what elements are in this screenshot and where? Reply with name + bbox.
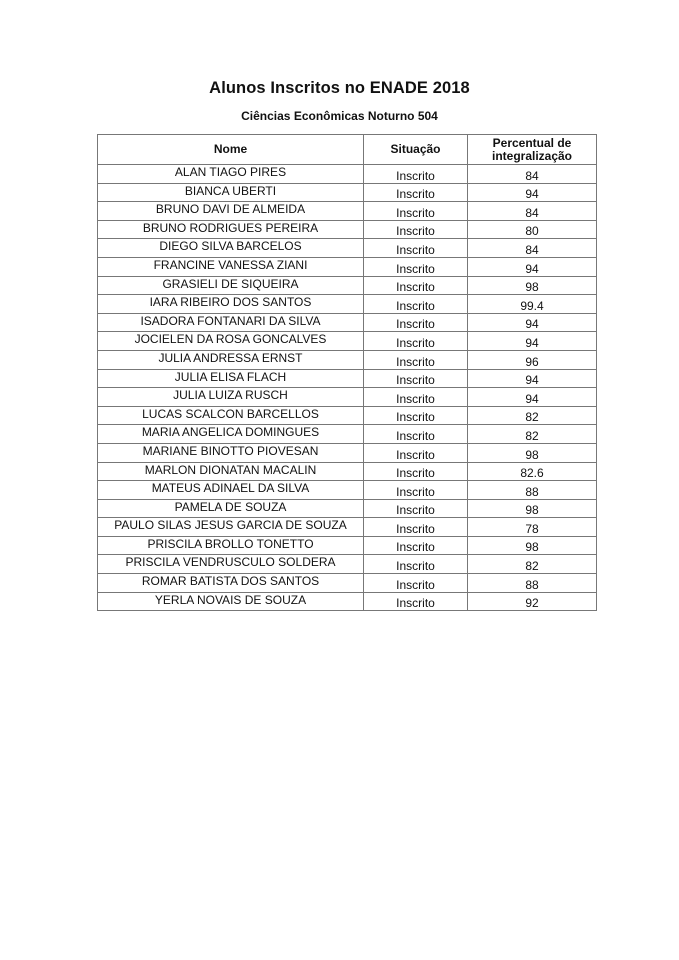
table-row: [98, 239, 597, 258]
cell-nome: IARA RIBEIRO DOS SANTOS: [98, 295, 364, 314]
cell-situacao: Inscrito: [364, 518, 468, 537]
cell-nome: BIANCA UBERTI: [98, 183, 364, 202]
table-row: [98, 481, 597, 500]
cell-percentual: 78: [468, 518, 597, 537]
table-row: [98, 313, 597, 332]
cell-nome: MARIA ANGELICA DOMINGUES: [98, 425, 364, 444]
cell-nome: JULIA ELISA FLACH: [98, 369, 364, 388]
table-row: [98, 220, 597, 239]
cell-situacao: Inscrito: [364, 220, 468, 239]
cell-situacao: Inscrito: [364, 165, 468, 184]
table-row: [98, 574, 597, 593]
table-row: [98, 276, 597, 295]
cell-percentual: 99.4: [468, 295, 597, 314]
cell-percentual: 80: [468, 220, 597, 239]
cell-situacao: Inscrito: [364, 257, 468, 276]
table-row: [98, 202, 597, 221]
cell-nome: MARIANE BINOTTO PIOVESAN: [98, 443, 364, 462]
cell-nome: PRISCILA BROLLO TONETTO: [98, 536, 364, 555]
cell-situacao: Inscrito: [364, 369, 468, 388]
cell-percentual: 82: [468, 406, 597, 425]
page-subtitle: Ciências Econômicas Noturno 504: [241, 109, 438, 123]
cell-percentual: 94: [468, 388, 597, 407]
cell-situacao: Inscrito: [364, 462, 468, 481]
table-row: [98, 443, 597, 462]
cell-nome: BRUNO DAVI DE ALMEIDA: [98, 202, 364, 221]
cell-percentual: 88: [468, 481, 597, 500]
cell-situacao: Inscrito: [364, 332, 468, 351]
cell-situacao: Inscrito: [364, 183, 468, 202]
cell-percentual: 82: [468, 425, 597, 444]
cell-percentual: 82.6: [468, 462, 597, 481]
table-row: [98, 499, 597, 518]
cell-nome: ROMAR BATISTA DOS SANTOS: [98, 574, 364, 593]
cell-situacao: Inscrito: [364, 536, 468, 555]
table-row: [98, 350, 597, 369]
cell-percentual: 98: [468, 276, 597, 295]
table-header-row: [98, 135, 597, 165]
cell-situacao: Inscrito: [364, 276, 468, 295]
table-row: [98, 183, 597, 202]
table-row: [98, 592, 597, 611]
cell-situacao: Inscrito: [364, 313, 468, 332]
page-title: Alunos Inscritos no ENADE 2018: [209, 79, 470, 97]
table-row: [98, 165, 597, 184]
cell-nome: GRASIELI DE SIQUEIRA: [98, 276, 364, 295]
table-body: [98, 165, 597, 611]
cell-percentual: 88: [468, 574, 597, 593]
cell-situacao: Inscrito: [364, 425, 468, 444]
cell-situacao: Inscrito: [364, 239, 468, 258]
cell-situacao: Inscrito: [364, 406, 468, 425]
table-row: [98, 369, 597, 388]
cell-percentual: 98: [468, 536, 597, 555]
cell-percentual: 98: [468, 443, 597, 462]
cell-situacao: Inscrito: [364, 574, 468, 593]
cell-nome: JULIA ANDRESSA ERNST: [98, 350, 364, 369]
cell-percentual: 98: [468, 499, 597, 518]
cell-percentual: 82: [468, 555, 597, 574]
table-row: [98, 425, 597, 444]
cell-situacao: Inscrito: [364, 592, 468, 611]
cell-situacao: Inscrito: [364, 481, 468, 500]
cell-nome: MARLON DIONATAN MACALIN: [98, 462, 364, 481]
cell-nome: PAULO SILAS JESUS GARCIA DE SOUZA: [98, 518, 364, 537]
cell-percentual: 94: [468, 369, 597, 388]
cell-nome: BRUNO RODRIGUES PEREIRA: [98, 220, 364, 239]
cell-percentual: 96: [468, 350, 597, 369]
table-row: [98, 536, 597, 555]
cell-nome: MATEUS ADINAEL DA SILVA: [98, 481, 364, 500]
students-table: [97, 134, 597, 611]
cell-percentual: 94: [468, 332, 597, 351]
cell-nome: YERLA NOVAIS DE SOUZA: [98, 592, 364, 611]
cell-percentual: 84: [468, 202, 597, 221]
cell-nome: ISADORA FONTANARI DA SILVA: [98, 313, 364, 332]
cell-percentual: 84: [468, 239, 597, 258]
table-row: [98, 257, 597, 276]
cell-nome: PRISCILA VENDRUSCULO SOLDERA: [98, 555, 364, 574]
cell-situacao: Inscrito: [364, 499, 468, 518]
cell-situacao: Inscrito: [364, 350, 468, 369]
cell-nome: DIEGO SILVA BARCELOS: [98, 239, 364, 258]
cell-percentual: 84: [468, 165, 597, 184]
cell-situacao: Inscrito: [364, 388, 468, 407]
cell-nome: LUCAS SCALCON BARCELLOS: [98, 406, 364, 425]
header-nome: Nome: [98, 135, 364, 165]
table-row: [98, 462, 597, 481]
cell-percentual: 92: [468, 592, 597, 611]
cell-nome: ALAN TIAGO PIRES: [98, 165, 364, 184]
cell-situacao: Inscrito: [364, 202, 468, 221]
table-row: [98, 406, 597, 425]
cell-percentual: 94: [468, 257, 597, 276]
cell-situacao: Inscrito: [364, 443, 468, 462]
cell-nome: JOCIELEN DA ROSA GONCALVES: [98, 332, 364, 351]
cell-nome: JULIA LUIZA RUSCH: [98, 388, 364, 407]
header-percentual: Percentual de integralização: [468, 135, 597, 165]
header-situacao: Situação: [364, 135, 468, 165]
cell-nome: PAMELA DE SOUZA: [98, 499, 364, 518]
cell-situacao: Inscrito: [364, 295, 468, 314]
cell-percentual: 94: [468, 313, 597, 332]
cell-nome: FRANCINE VANESSA ZIANI: [98, 257, 364, 276]
table-row: [98, 518, 597, 537]
cell-situacao: Inscrito: [364, 555, 468, 574]
table-row: [98, 555, 597, 574]
cell-percentual: 94: [468, 183, 597, 202]
table-row: [98, 332, 597, 351]
table-row: [98, 388, 597, 407]
table-row: [98, 295, 597, 314]
